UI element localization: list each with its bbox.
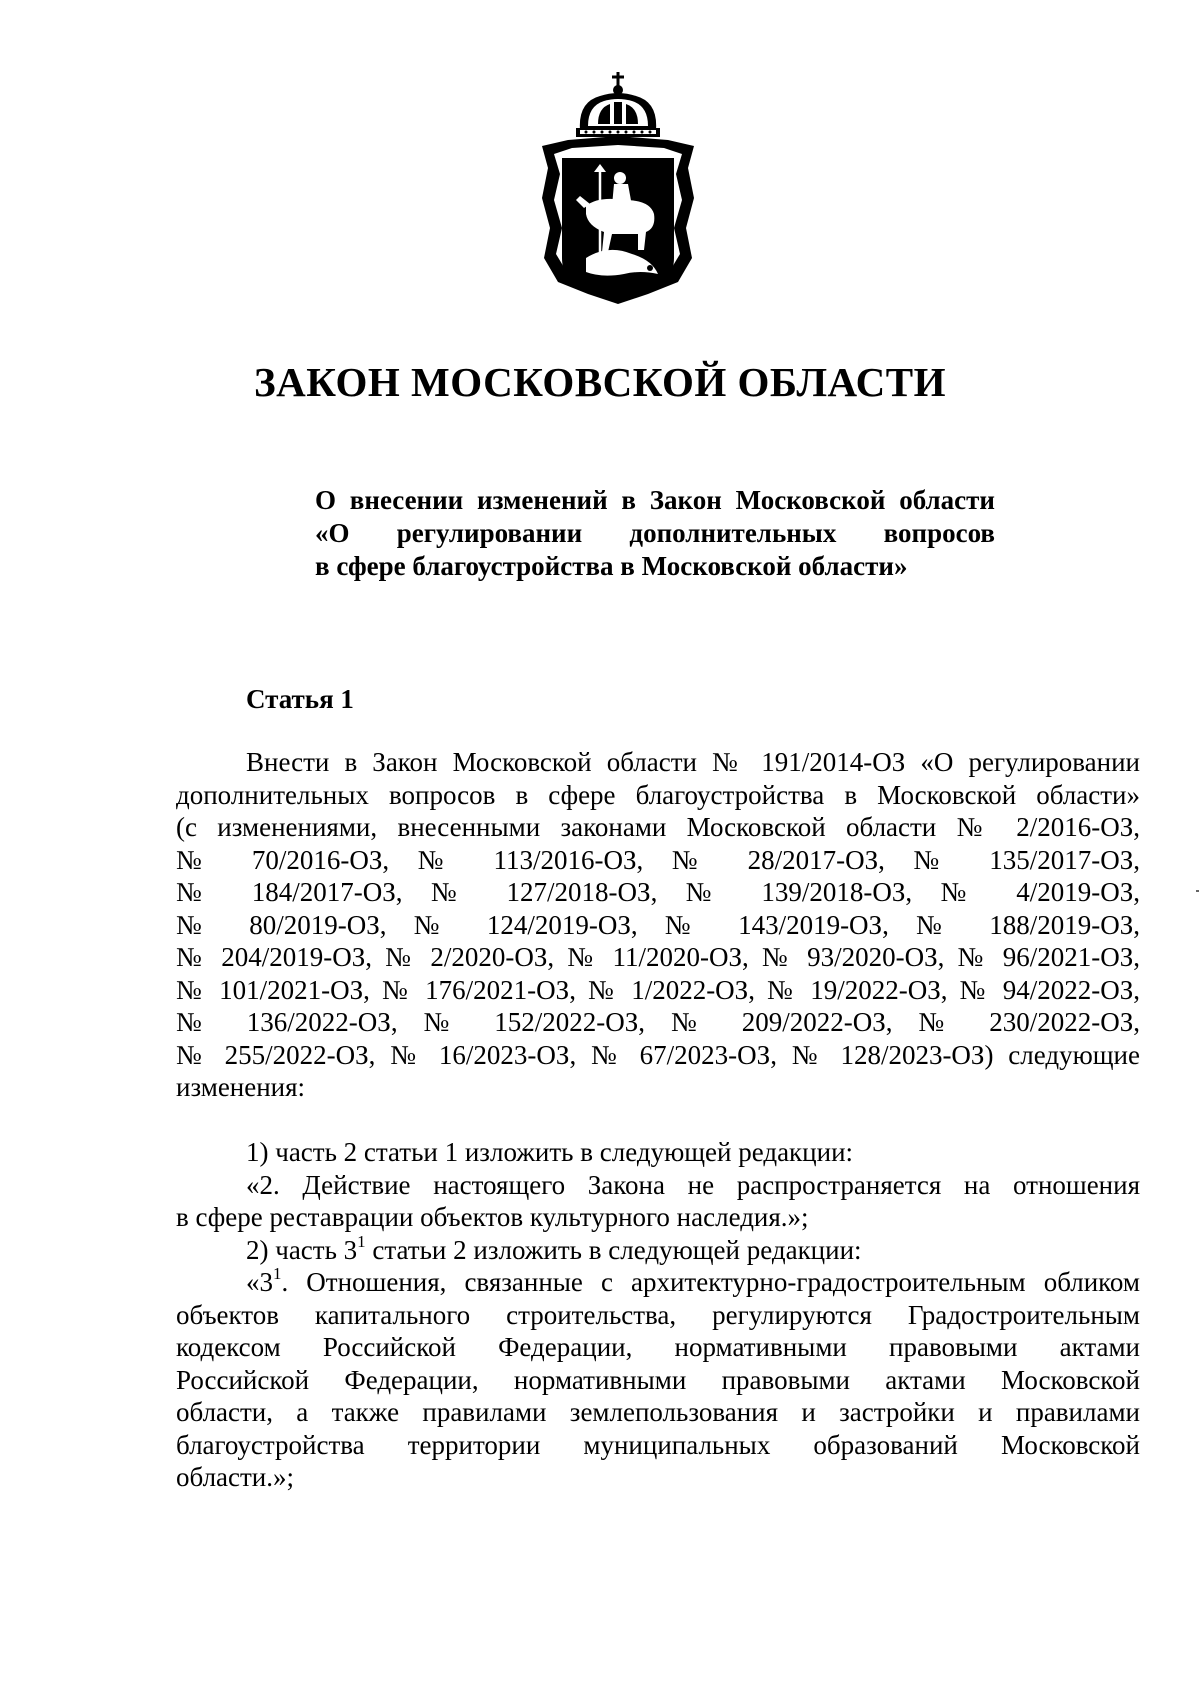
text-line: (с изменениями, внесенными законами Московской области № 2/2016-ОЗ, — [176, 812, 1140, 842]
item-2-intro-part: статьи 2 изложить в следующей редакции: — [365, 1234, 862, 1265]
text-line: № 255/2022-ОЗ, № 16/2023-ОЗ, № 67/2023-ОЗ, № 128/2023-ОЗ) следующие — [176, 1039, 1140, 1070]
subject-line: в сфере благоустройства в Московской области» — [315, 551, 908, 581]
item-2-text-part: . Отношения, связанные с архитектурно-градостроительным обликом — [281, 1267, 1140, 1297]
item-2-text-line: Российской Федерации, нормативными правовыми актами Московской — [176, 1364, 1140, 1395]
subject-line: «О регулировании дополнительных вопросов — [315, 518, 995, 548]
amendment-items — [176, 1136, 1140, 1494]
item-2-text-line: области, а также правилами землепользования и застройки и правилами — [176, 1397, 1140, 1427]
item-1-text-line: в сфере реставрации объектов культурного наследия.»; — [176, 1202, 809, 1232]
article-intro-paragraph — [176, 746, 1140, 1104]
text-line: № 101/2021-ОЗ, № 176/2021-ОЗ, № 1/2022-ОЗ, № 19/2022-ОЗ, № 94/2022-ОЗ, — [176, 974, 1140, 1005]
article-heading: Статья 1 — [246, 684, 354, 714]
item-2-text-line: объектов капитального строительства, регулируются Градостроительным — [176, 1299, 1140, 1330]
subject-line: О внесении изменений в Закон Московской области — [315, 485, 995, 515]
item-1-text-line: «2. Действие настоящего Закона не распространяется на отношения — [246, 1169, 1140, 1200]
superscript: 1 — [357, 1231, 366, 1251]
item-2-text-line: области.»; — [176, 1462, 295, 1492]
item-2-text-part: «3 — [246, 1267, 273, 1297]
item-2-text-line: кодексом Российской Федерации, нормативными правовыми актами — [176, 1332, 1140, 1362]
item-2-text-line — [176, 1266, 1140, 1299]
item-2-text-line: благоустройства территории муниципальных образований Московской — [176, 1429, 1140, 1460]
crown-icon — [576, 72, 660, 137]
item-2-intro — [176, 1231, 1140, 1267]
text-line: № 136/2022-ОЗ, № 152/2022-ОЗ, № 209/2022-ОЗ, № 230/2022-ОЗ, — [176, 1007, 1140, 1037]
superscript: 1 — [273, 1264, 282, 1283]
text-line: № 204/2019-ОЗ, № 2/2020-ОЗ, № 11/2020-ОЗ, № 93/2020-ОЗ, № 96/2021-ОЗ, — [176, 942, 1140, 972]
scan-edge-mark — [1196, 890, 1199, 892]
item-2-intro-part: 2) часть 3 — [246, 1234, 358, 1265]
text-line: Внести в Закон Московской области № 191/2014-ОЗ «О регулировании — [246, 747, 1140, 777]
coat-of-arms-emblem — [528, 68, 708, 308]
item-1-intro: 1) часть 2 статьи 1 изложить в следующей редакции: — [246, 1137, 854, 1167]
text-line: дополнительных вопросов в сфере благоустройства в Московской области» — [176, 779, 1140, 810]
document-type-title: ЗАКОН МОСКОВСКОЙ ОБЛАСТИ — [254, 359, 946, 405]
text-line: № 184/2017-ОЗ, № 127/2018-ОЗ, № 139/2018-ОЗ, № 4/2019-ОЗ, — [176, 877, 1140, 907]
text-line: № 70/2016-ОЗ, № 113/2016-ОЗ, № 28/2017-ОЗ, № 135/2017-ОЗ, — [176, 844, 1140, 875]
text-line: изменения: — [176, 1072, 306, 1102]
text-line: № 80/2019-ОЗ, № 124/2019-ОЗ, № 143/2019-ОЗ, № 188/2019-ОЗ, — [176, 909, 1140, 940]
law-subject-title — [315, 484, 995, 583]
